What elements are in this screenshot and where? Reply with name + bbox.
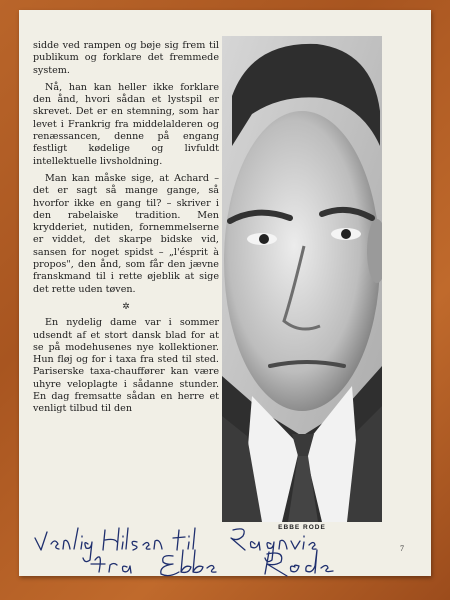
paragraph-4: En nydelig dame var i sommer udsendt af et stort dansk blad for at se på modehusenes nye kollektioner. Hun fløj og for i taxa fra sted til sted. Pariserske taxa-chauffører kan være uhyre veloplagte i sådanne stunder. En dag fremsatte sådan en herre et venligt tilbud til den [33, 317, 219, 415]
article-text [33, 40, 219, 421]
paragraph-2: Nå, han kan heller ikke forklare den ånd, hvori sådan et lystspil er skrevet. Det er en stemning, som har levet i Frankrig fra middelalderen og renæssancen, denne på engang festligt kødelige og livfuldt intellektuelle livsholdning. [33, 81, 219, 167]
section-ornament: ✲ [122, 301, 130, 312]
paragraph-1: sidde ved rampen og bøje sig frem til publikum og forklare det fremmede system. [33, 40, 219, 76]
portrait-illustration [222, 36, 382, 522]
program-page [19, 10, 431, 576]
photo-caption: EBBE RODE [278, 524, 326, 531]
paragraph-3: Man kan måske sige, at Achard – det er sagt så mange gange, så hvorfor ikke en gang til? – skriver i den rabelaiske tradition. Men krydderiet, nutiden, fornemmelserne er viddet, det skarpe bidske vid, sansen for noget spidst – „l'ésprit à propos", den ånd, som får den jævne franskmand til i rette øjeblik at sige det rette uden tøven. [33, 172, 219, 295]
portrait-photo [222, 36, 382, 522]
page-number: 7 [400, 544, 404, 553]
handwritten-signature [33, 520, 423, 580]
